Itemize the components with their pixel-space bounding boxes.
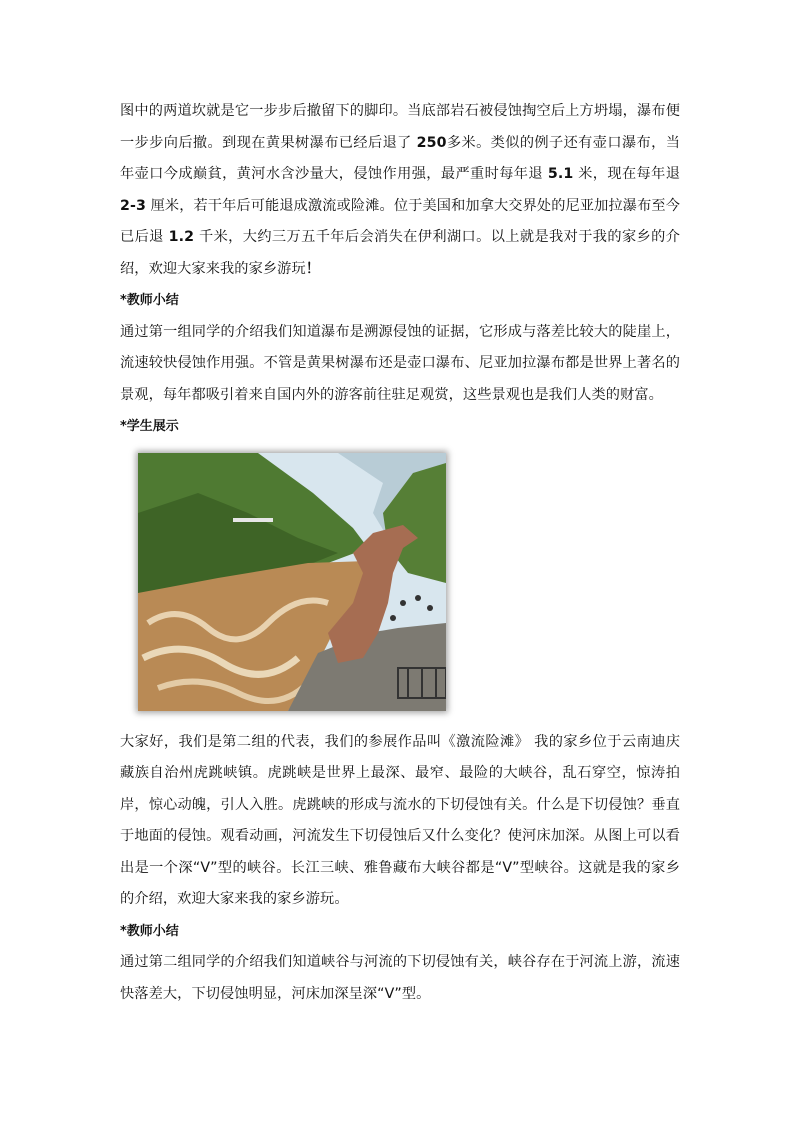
number-1-2: 1.2 (168, 229, 195, 245)
exclamation: ！ (305, 260, 321, 277)
bridge (233, 518, 273, 522)
paragraph-gorge-intro: 大家好，我们是第二组的代表，我们的参展作品叫《激流险滩》 我的家乡位于云南迪庆藏族自治州虎跳峡镇。虎跳峡是世界上最深、最窄、最险的大峡谷，乱石穿空，惊涛拍岸，惊心动魄，引人入胜。虎跳峡的形成与流水的下切侵蚀有关。什么是下切侵蚀？垂直于地面的侵蚀。观看动画，河流发生下切侵蚀后又什么变化？使河床加深。从图上可以看出是一个深“V”型的峡谷。长江三峡、雅鲁藏布大峡谷都是“V”型峡谷。这就是我的家乡的介绍，欢迎大家来我的家乡游玩。 (120, 733, 680, 907)
teacher-summary-heading-1: *教师小结 (120, 293, 179, 308)
visitor (400, 600, 406, 606)
visitor (415, 595, 421, 601)
gorge-illustration (138, 453, 446, 711)
text-run: 米，现在每年退 (573, 166, 680, 182)
visitor (427, 605, 433, 611)
tiger-leaping-gorge-photo (138, 453, 446, 711)
number-2-3: 2-3 (120, 197, 146, 214)
document-page (120, 96, 680, 1010)
teacher-summary-text-1: 通过第一组同学的介绍我们知道瀑布是溯源侵蚀的证据，它形成与落差比较大的陡崖上，流速较快侵蚀作用强。不管是黄果树瀑布还是壶口瀑布、尼亚加拉瀑布都是世界上著名的景观，每年都吸引着来自国内外的游客前往驻足观赏，这些景观也是我们人类的财富。 (120, 323, 680, 403)
text-run: 多米。类似的例子还有壶口瀑布，当年壶口今成巅貧，黄河水含沙量大，侵蚀作用强，最严重时每年退 (120, 134, 680, 182)
visitor (390, 615, 396, 621)
teacher-summary-text-2: 通过第二组同学的介绍我们知道峡谷与河流的下切侵蚀有关，峡谷存在于河流上游，流速快落差大，下切侵蚀明显，河床加深呈深“V”型。 (120, 954, 680, 1002)
text-run: 图中的两道坎就是它一步步后撤留下的脚印。当底部岩石被侵蚀掏空后上方坍塌，瀑布便一步步向后撤。到现在黄果树瀑布已经后退了 (120, 103, 680, 151)
text-run: 厘米，若干年后可能退成激流或险滩。位于美国和加拿大交界处的尼亚加拉瀑布至今已后退 (120, 197, 680, 245)
paragraph-waterfall-retreat (120, 96, 680, 285)
teacher-summary-heading-2: *教师小结 (120, 923, 179, 939)
number-5-1: 5.1 (547, 166, 574, 182)
number-250: 250 (416, 134, 447, 151)
student-show-heading: *学生展示 (120, 419, 179, 434)
text-run: 千米，大约三万五千年后会消失在伊利湖口。以上就是我对于我的家乡的介绍，欢迎大家来我的家乡游玩 (120, 229, 680, 277)
